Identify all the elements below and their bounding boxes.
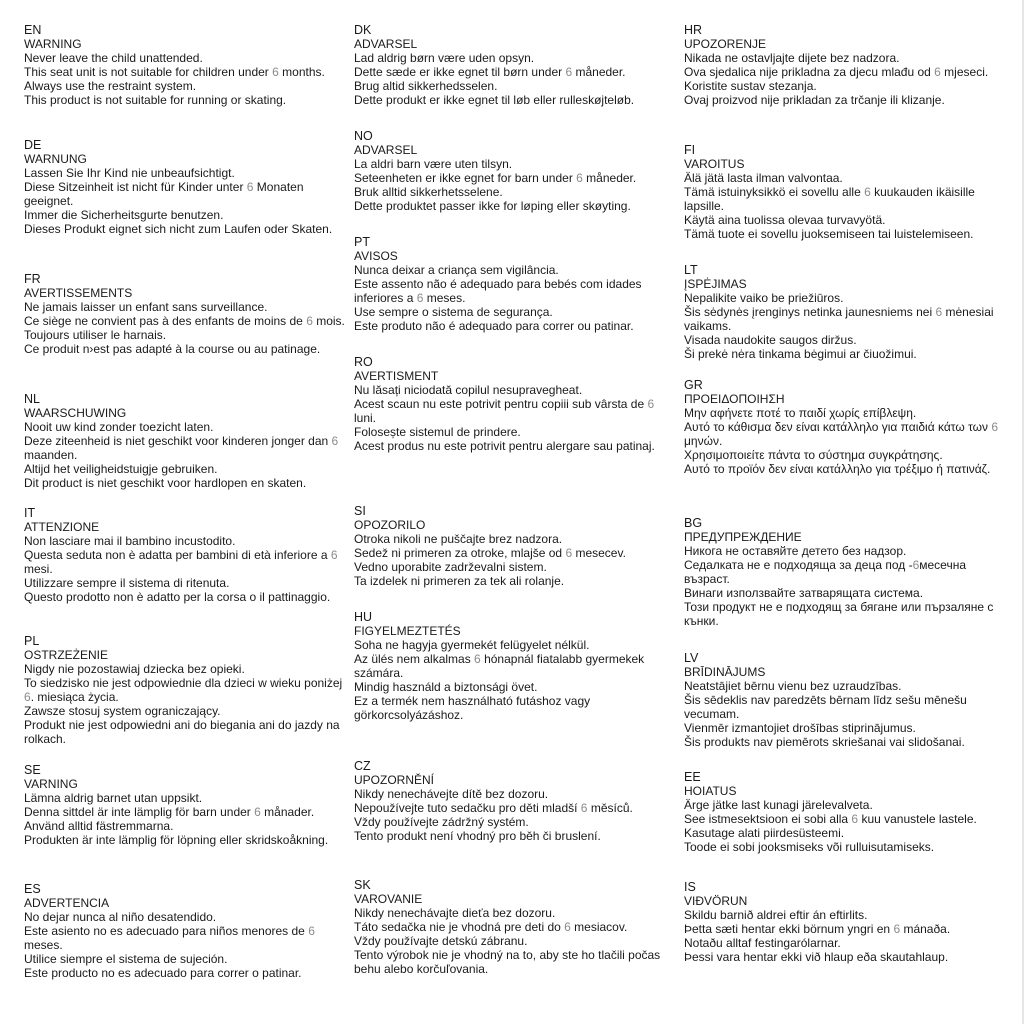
warning-line: Notaðu alltaf festingarólarnar.	[684, 936, 841, 950]
language-code: PL	[24, 634, 40, 648]
age-number: 6	[246, 180, 254, 194]
warning-line: Use sempre o sistema de segurança.	[354, 305, 553, 319]
warning-section-pl	[24, 634, 346, 746]
warning-line: Este assento não é adequado para bebés com idades inferiores a 6 meses.	[354, 277, 642, 305]
language-code: EN	[24, 23, 42, 37]
warning-section-no	[354, 129, 676, 213]
warning-line: Tento produkt není vhodný pro běh či bruslení.	[354, 829, 601, 843]
warning-section-sk	[354, 878, 676, 976]
language-code: RO	[354, 355, 373, 369]
warning-line: Tämä tuote ei sovellu juoksemiseen tai luistelemiseen.	[684, 227, 974, 241]
warning-line: Denna sittdel är inte lämplig för barn under 6 månader.	[24, 805, 315, 819]
warning-title: UPOZORNĚNÍ	[354, 773, 435, 787]
warning-title: ĮSPĖJIMAS	[684, 277, 747, 291]
warning-section-bg	[684, 516, 1006, 628]
age-number: 6	[580, 801, 588, 815]
warning-section-ro	[354, 355, 676, 453]
language-code: BG	[684, 516, 703, 530]
warning-line: Non lasciare mai il bambino incustodito.	[24, 534, 236, 548]
warning-title: ПРЕДУПРЕЖДЕНИЕ	[684, 530, 802, 544]
warning-line: Nu lăsați niciodată copilul nesupravegheat.	[354, 383, 583, 397]
language-code: DE	[24, 138, 42, 152]
warning-title: WAARSCHUWING	[24, 406, 127, 420]
warning-line: Always use the restraint system.	[24, 79, 197, 93]
warning-line: Bruk alltid sikkerhetsselene.	[354, 185, 503, 199]
warning-line: Tämä istuinyksikkö ei sovellu alle 6 kuukauden ikäisille lapsille.	[684, 185, 975, 213]
warning-line: Nepoužívejte tuto sedačku pro děti mladší 6 měsíců.	[354, 801, 633, 815]
warning-line: Dit product is niet geschikt voor hardlopen en skaten.	[24, 476, 307, 490]
language-code: NO	[354, 129, 373, 143]
language-code: CZ	[354, 759, 371, 773]
language-code: DK	[354, 23, 372, 37]
age-number: 6	[912, 558, 920, 572]
warning-line: Folosește sistemul de prindere.	[354, 425, 521, 439]
age-number: 6	[330, 548, 338, 562]
warning-line: Μην αφήνετε ποτέ το παιδί χωρίς επίβλεψη.	[684, 406, 917, 420]
warning-title: OPOZORILO	[354, 518, 426, 532]
warning-line: Dette produktet passer ikke for løping eller skøyting.	[354, 199, 631, 213]
language-code: FR	[24, 272, 41, 286]
warning-line: Visada naudokite saugos diržus.	[684, 333, 857, 347]
warning-section-hr	[684, 23, 1006, 107]
language-code: ES	[24, 882, 41, 896]
age-number: 6	[564, 920, 571, 934]
language-code: LT	[684, 263, 698, 277]
warning-line: Käytä aina tuolissa olevaa turvavyötä.	[684, 213, 886, 227]
age-number: 6	[864, 185, 871, 199]
warning-line: Questo prodotto non è adatto per la corsa o il pattinaggio.	[24, 590, 331, 604]
warning-line: Šis produkts nav piemērots skriešanai vai slidošanai.	[684, 735, 965, 749]
warning-title: FIGYELMEZTETÉS	[354, 624, 461, 638]
language-code: SK	[354, 878, 371, 892]
age-number: 6	[474, 652, 481, 666]
warning-line: Soha ne hagyja gyermekét felügyelet nélkül.	[354, 638, 590, 652]
warning-line: Tento výrobok nie je vhodný na to, aby ste ho tlačili počas behu alebo korčuľovania.	[354, 948, 661, 976]
warning-line: Винаги използвайте затварящата система.	[684, 586, 924, 600]
warning-line: Dieses Produkt eignet sich nicht zum Laufen oder Skaten.	[24, 222, 333, 236]
warning-line: Mindig használd a biztonsági övet.	[354, 680, 538, 694]
warning-section-nl	[24, 392, 346, 490]
warning-title: ADVARSEL	[354, 37, 418, 51]
age-number: 6	[647, 397, 655, 411]
warning-line: Ova sjedalica nije prikladna za djecu mlađu od 6 mjeseci.	[684, 65, 989, 79]
warning-title: WARNING	[24, 37, 82, 51]
language-code: PT	[354, 235, 370, 249]
warning-line: Neatstājiet bērnu vienu bez uzraudzības.	[684, 679, 902, 693]
warning-line: Nepalikite vaiko be priežiūros.	[684, 291, 844, 305]
language-code: HU	[354, 610, 373, 624]
warning-line: Nunca deixar a criança sem vigilância.	[354, 263, 559, 277]
age-number: 6	[935, 305, 943, 319]
warning-line: Produkten är inte lämplig för löpning eller skridskoåkning.	[24, 833, 329, 847]
warning-line: Kasutage alati piirdesüsteemi.	[684, 826, 845, 840]
warning-line: Este asiento no es adecuado para niños menores de 6 meses.	[24, 924, 315, 952]
warning-line: Otroka nikoli ne puščajte brez nadzora.	[354, 532, 563, 546]
warning-line: Seteenheten er ikke egnet for barn under 6 måneder.	[354, 171, 637, 185]
warning-line: Skildu barnið aldrei eftir án eftirlits.	[684, 908, 868, 922]
warning-line: Este producto no es adecuado para correr o patinar.	[24, 966, 302, 980]
warning-section-it	[24, 506, 346, 604]
warning-line: Produkt nie jest odpowiedni ani do biegania ani do jazdy na rolkach.	[24, 718, 340, 746]
age-number: 6	[331, 434, 339, 448]
warning-title: AVERTISMENT	[354, 369, 439, 383]
warning-section-fi	[684, 143, 1006, 241]
warning-section-lv	[684, 651, 1006, 749]
warning-line: Nikdy nenechávajte dieťa bez dozoru.	[354, 906, 556, 920]
warning-title: BRĪDINĀJUMS	[684, 665, 766, 679]
warning-title: ΠΡΟΕΙΔΟΠΟΙΗΣΗ	[684, 392, 785, 406]
warning-line: Vienmēr izmantojiet drošības stiprinājumus.	[684, 721, 916, 735]
warning-title: OSTRZEŻENIE	[24, 648, 109, 662]
warning-line: Vždy používejte zádržný systém.	[354, 815, 529, 829]
warning-section-hu	[354, 610, 676, 722]
language-code: LV	[684, 651, 699, 665]
warning-line: Toode ei sobi jooksmiseks või rulluisutamiseks.	[684, 840, 935, 854]
warning-line: Dette produkt er ikke egnet til løb eller rulleskøjteløb.	[354, 93, 635, 107]
warning-line: Lassen Sie Ihr Kind nie unbeaufsichtigt.	[24, 166, 235, 180]
warning-line: Nooit uw kind zonder toezicht laten.	[24, 420, 214, 434]
age-number: 6	[24, 690, 31, 704]
warning-title: HOIATUS	[684, 784, 737, 798]
warning-line: Nikdy nenechávejte dítě bez dozoru.	[354, 787, 549, 801]
warning-line: Αυτό το προϊόν δεν είναι κατάλληλο για τρέξιμο ή πατινάζ.	[684, 462, 991, 476]
warning-line: Lad aldrig børn være uden opsyn.	[354, 51, 535, 65]
warning-title: UPOZORENJE	[684, 37, 767, 51]
warning-section-is	[684, 880, 1006, 964]
warning-line: No dejar nunca al niño desatendido.	[24, 910, 217, 924]
age-number: 6	[576, 171, 583, 185]
age-number: 6	[416, 291, 424, 305]
warning-line: Nikada ne ostavljajte dijete bez nadzora.	[684, 51, 900, 65]
warning-line: Acest scaun nu este potrivit pentru copiii sub vârsta de 6 luni.	[354, 397, 655, 425]
warning-line: Nigdy nie pozostawiaj dziecka bez opieki.	[24, 662, 245, 676]
warning-line: Altijd het veiligheidstuigje gebruiken.	[24, 462, 218, 476]
age-number: 6	[934, 65, 941, 79]
warning-line: Utilizzare sempre il sistema di ritenuta.	[24, 576, 230, 590]
column-1	[24, 0, 354, 1024]
warning-line: Ši prekė nėra tinkama bėgimui ar čiuožimui.	[684, 347, 917, 361]
language-code: SI	[354, 504, 366, 518]
age-number: 6	[565, 65, 573, 79]
warning-line: Ez a termék nem használható futáshoz vagy görkorcsolyázáshoz.	[354, 694, 591, 722]
warning-line: Šis sėdynės įrenginys netinka jaunesniems nei 6 mėnesiai vaikams.	[684, 305, 994, 333]
language-code: FI	[684, 143, 696, 157]
warning-line: Questa seduta non è adatta per bambini di età inferiore a 6 mesi.	[24, 548, 338, 576]
warning-line: Az ülés nem alkalmas 6 hónapnál fiatalabb gyermekek számára.	[354, 652, 645, 680]
warning-line: Dette sæde er ikke egnet til børn under 6 måneder.	[354, 65, 626, 79]
warning-line: Sedež ni primeren za otroke, mlajše od 6 mesecev.	[354, 546, 626, 560]
warning-section-si	[354, 504, 676, 588]
warning-section-se	[24, 763, 346, 847]
warning-line: Ne jamais laisser un enfant sans surveillance.	[24, 300, 268, 314]
column-2	[354, 0, 684, 1024]
warning-line: Ta izdelek ni primeren za tek ali rolanje.	[354, 574, 565, 588]
warning-line: Brug altid sikkerhedsselen.	[354, 79, 498, 93]
age-number: 6	[893, 922, 901, 936]
warning-line: Ovaj proizvod nije prikladan za trčanje ili klizanje.	[684, 93, 945, 107]
language-code: NL	[24, 392, 40, 406]
warning-line: Zawsze stosuj system ograniczający.	[24, 704, 221, 718]
warning-section-de	[24, 138, 346, 236]
warning-line: Koristite sustav stezanja.	[684, 79, 817, 93]
age-number: 6	[565, 546, 573, 560]
age-number: 6	[851, 812, 859, 826]
language-code: GR	[684, 378, 703, 392]
warning-line: Vždy používajte detskú zábranu.	[354, 934, 528, 948]
warning-line: Χρησιμοποιείτε πάντα το σύστημα συγκράτησης.	[684, 448, 943, 462]
age-number: 6	[272, 65, 279, 79]
warning-line: Este produto não é adequado para correr ou patinar.	[354, 319, 634, 333]
warning-line: Ärge jätke last kunagi järelevalveta.	[684, 798, 873, 812]
warning-line: Táto sedačka nie je vhodná pre deti do 6 mesiacov.	[354, 920, 628, 934]
warning-title: ADVERTENCIA	[24, 896, 110, 910]
warning-section-lt	[684, 263, 1006, 361]
warning-title: VAROITUS	[684, 157, 745, 171]
warning-line: Utilice siempre el sistema de sujeción.	[24, 952, 228, 966]
warning-line: See istmesektsioon ei sobi alla 6 kuu vanustele lastele.	[684, 812, 977, 826]
warning-line: Никога не оставяйте детето без надзор.	[684, 544, 907, 558]
warning-line: Deze ziteenheid is niet geschikt voor kinderen jonger dan 6 maanden.	[24, 434, 339, 462]
age-number: 6	[308, 924, 315, 938]
language-code: SE	[24, 763, 41, 777]
warning-line: Ce produit n›est pas adapté à la course ou au patinage.	[24, 342, 321, 356]
warning-title: VAROVANIE	[354, 892, 423, 906]
warning-line: Šis sēdeklis nav paredzēts bērnam līdz sešu mēnešu vecumam.	[684, 693, 967, 721]
warning-line: Använd alltid fästremmarna.	[24, 819, 174, 833]
age-number: 6	[991, 420, 999, 434]
warning-title: VIÐVÖRUN	[684, 894, 748, 908]
warning-line: La aldri barn være uten tilsyn.	[354, 157, 513, 171]
warning-line: Immer die Sicherheitsgurte benutzen.	[24, 208, 224, 222]
warning-section-gr	[684, 378, 1006, 476]
warning-line: Седалката не е подходяща за деца под -6месечна възраст.	[684, 558, 967, 586]
warning-line: Toujours utiliser le harnais.	[24, 328, 167, 342]
warning-section-cz	[354, 759, 676, 843]
language-code: EE	[684, 770, 701, 784]
language-code: IS	[684, 880, 696, 894]
warning-section-dk	[354, 23, 676, 107]
warning-line: Þessi vara hentar ekki við hlaup eða skautahlaup.	[684, 950, 949, 964]
warning-title: VARNING	[24, 777, 78, 791]
warning-line: This seat unit is not suitable for children under 6 months.	[24, 65, 325, 79]
warning-section-pt	[354, 235, 676, 333]
warning-line: Този продукт не е подходящ за бягане или пързаляне с кънки.	[684, 600, 994, 628]
warning-section-en	[24, 23, 346, 107]
warning-section-ee	[684, 770, 1006, 854]
column-3	[684, 0, 1014, 1024]
language-code: IT	[24, 506, 36, 520]
warning-title: AVERTISSEMENTS	[24, 286, 133, 300]
warning-line: Lämna aldrig barnet utan uppsikt.	[24, 791, 203, 805]
warning-line: Acest produs nu este potrivit pentru alergare sau patinaj.	[354, 439, 655, 453]
warning-line: Αυτό το κάθισμα δεν είναι κατάλληλο για παιδιά κάτω των 6 μηνών.	[684, 420, 999, 448]
language-code: HR	[684, 23, 703, 37]
warning-title: AVISOS	[354, 249, 398, 263]
warning-title: ADVARSEL	[354, 143, 418, 157]
warning-section-es	[24, 882, 346, 980]
warning-line: Diese Sitzeinheit ist nicht für Kinder unter 6 Monaten geeignet.	[24, 180, 304, 208]
warning-line: Never leave the child unattended.	[24, 51, 203, 65]
warning-line: This product is not suitable for running or skating.	[24, 93, 287, 107]
warning-section-fr	[24, 272, 346, 356]
warning-line: Ce siège ne convient pas à des enfants de moins de 6 mois.	[24, 314, 345, 328]
age-number: 6	[306, 314, 313, 328]
warning-title: WARNUNG	[24, 152, 87, 166]
warning-line: Þetta sæti hentar ekki börnum yngri en 6 mánaða.	[684, 922, 951, 936]
warning-line: Vedno uporabite zadrževalni sistem.	[354, 560, 547, 574]
warning-line: To siedzisko nie jest odpowiednie dla dzieci w wieku poniżej 6. miesiąca życia.	[24, 676, 343, 704]
warning-line: Älä jätä lasta ilman valvontaa.	[684, 171, 843, 185]
age-number: 6	[254, 805, 261, 819]
warning-title: ATTENZIONE	[24, 520, 100, 534]
